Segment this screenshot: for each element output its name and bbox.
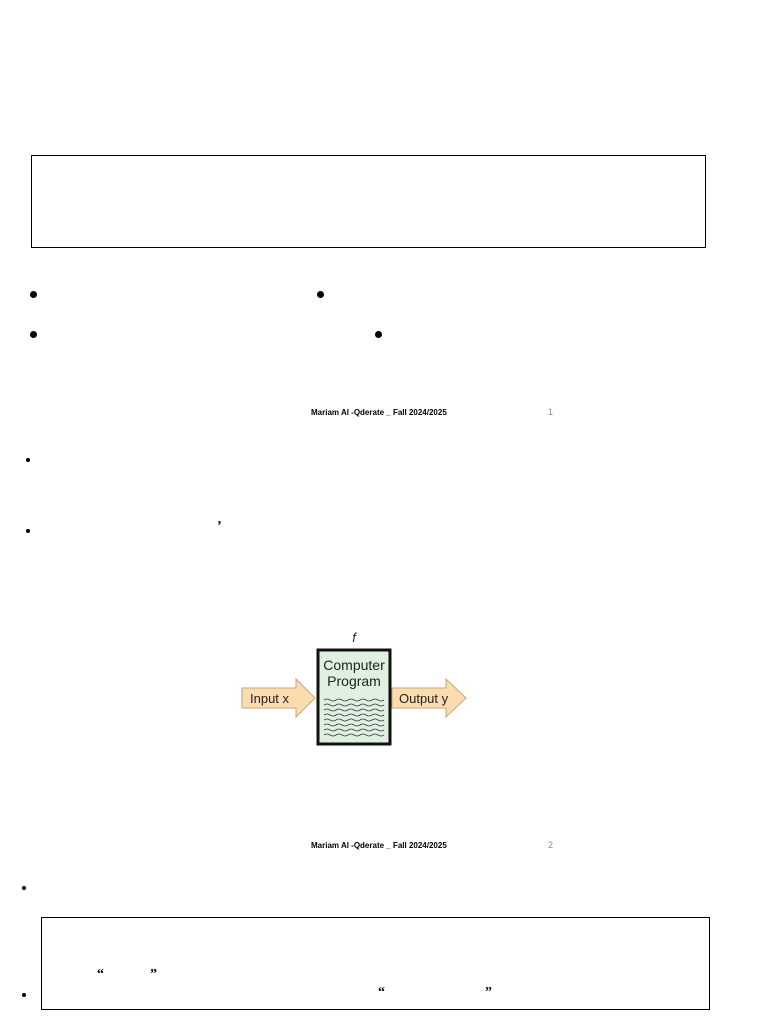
page-footer-author: Mariam Al -Qderate _ Fall 2024/2025 bbox=[311, 408, 447, 417]
page-footer-author: Mariam Al -Qderate _ Fall 2024/2025 bbox=[311, 841, 447, 850]
bullet bbox=[22, 993, 26, 997]
program-label-line2: Program bbox=[327, 673, 381, 689]
bullet bbox=[26, 458, 30, 462]
bullet bbox=[30, 331, 37, 338]
bullet bbox=[30, 291, 37, 298]
bullet bbox=[26, 529, 30, 533]
computer-program-diagram bbox=[238, 628, 470, 750]
definition-box-top bbox=[31, 155, 706, 248]
apostrophe-mark: ’ bbox=[217, 519, 222, 534]
close-quote-mark: ” bbox=[485, 985, 492, 1000]
close-quote-mark: ” bbox=[150, 967, 157, 982]
page-number: 1 bbox=[548, 407, 554, 417]
definition-box-bottom bbox=[41, 917, 710, 1010]
page-number: 2 bbox=[548, 840, 554, 850]
open-quote-mark: “ bbox=[97, 967, 104, 982]
output-label: Output y bbox=[399, 691, 449, 706]
program-label-line1: Computer bbox=[323, 657, 385, 673]
input-label: Input x bbox=[250, 691, 290, 706]
open-quote-mark: “ bbox=[378, 985, 385, 1000]
bullet bbox=[22, 886, 26, 890]
function-label: f bbox=[352, 630, 356, 645]
bullet bbox=[317, 291, 324, 298]
bullet bbox=[375, 331, 382, 338]
